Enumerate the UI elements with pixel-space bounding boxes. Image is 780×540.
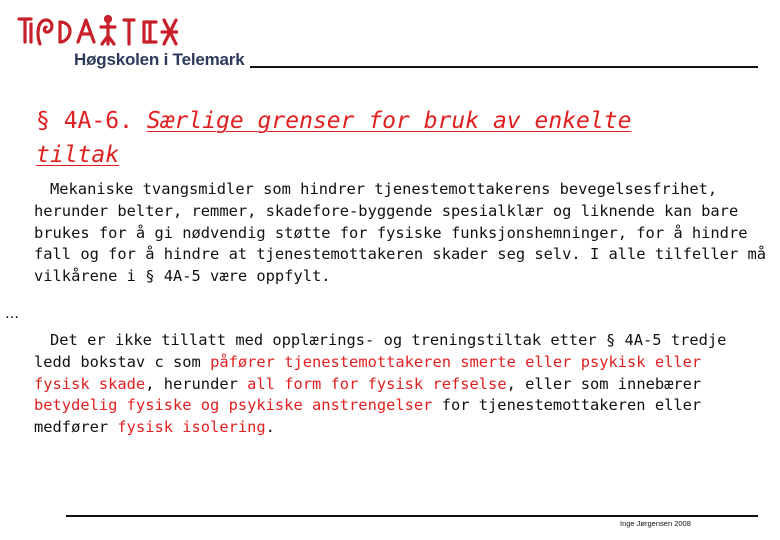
title-emphasis-continued: tiltak [36, 142, 120, 168]
logo-symbols-icon [16, 14, 178, 48]
logo-glyph-8-icon [162, 20, 178, 44]
institution-name: Høgskolen i Telemark [74, 50, 245, 69]
paragraph-mechanical-restraints [34, 179, 774, 288]
p2-highlight-punishment: all form for fysisk refselse [247, 374, 507, 393]
header-divider [250, 66, 758, 68]
logo-glyph-4-icon [78, 20, 94, 42]
paragraph-1-text: Mekaniske tvangsmidler som hindrer tjenestemottakerens bevegelsesfrihet, herunder belter, remmer, skadefore-byggende spesialklær og liknende kan bare brukes for å gi nødvendig støtte for fysiske funksjonshemninger, for å hindre fall og for å hindre at tjenestemottakeren skader seg selv. I alle tilfeller må vilkårene i § 4A-5 være oppfylt. [34, 180, 767, 286]
p2-text-3: , eller som innebærer [506, 374, 702, 393]
footer-author: Inge Jørgensen 2008 [620, 519, 691, 528]
logo-glyph-3-icon [60, 22, 70, 42]
ellipsis-marker: … [5, 306, 19, 322]
p2-highlight-harm: påfører tjenestemottakeren smerte eller psykisk eller fysisk skade [34, 352, 702, 393]
p2-text-4: for tjenestemottakeren eller medfører [34, 396, 702, 437]
p2-highlight-strain: betydelig fysiske og psykiske anstrengelser [34, 396, 433, 415]
logo-glyph-7-icon [144, 22, 156, 42]
p2-text-2: , herunder [145, 374, 248, 393]
p2-highlight-isolation: fysisk isolering [117, 418, 266, 437]
logo-glyph-5-icon [101, 20, 115, 44]
slide-title [36, 104, 756, 172]
p2-text-5: . [265, 418, 275, 437]
title-prefix: § 4A-6. [36, 108, 147, 134]
logo-glyph-1-icon [19, 19, 31, 42]
logo-glyph-2-icon [38, 20, 52, 44]
title-emphasis: Særlige grenser for bruk av enkelte [146, 108, 632, 134]
paragraph-training-measures [34, 330, 746, 439]
p2-text-1: Det er ikke tillatt med opplærings- og treningstiltak etter § 4A-5 tredje ledd bokstav c som [34, 331, 727, 371]
logo-glyph-6-icon [124, 20, 134, 44]
footer-divider [66, 515, 758, 517]
